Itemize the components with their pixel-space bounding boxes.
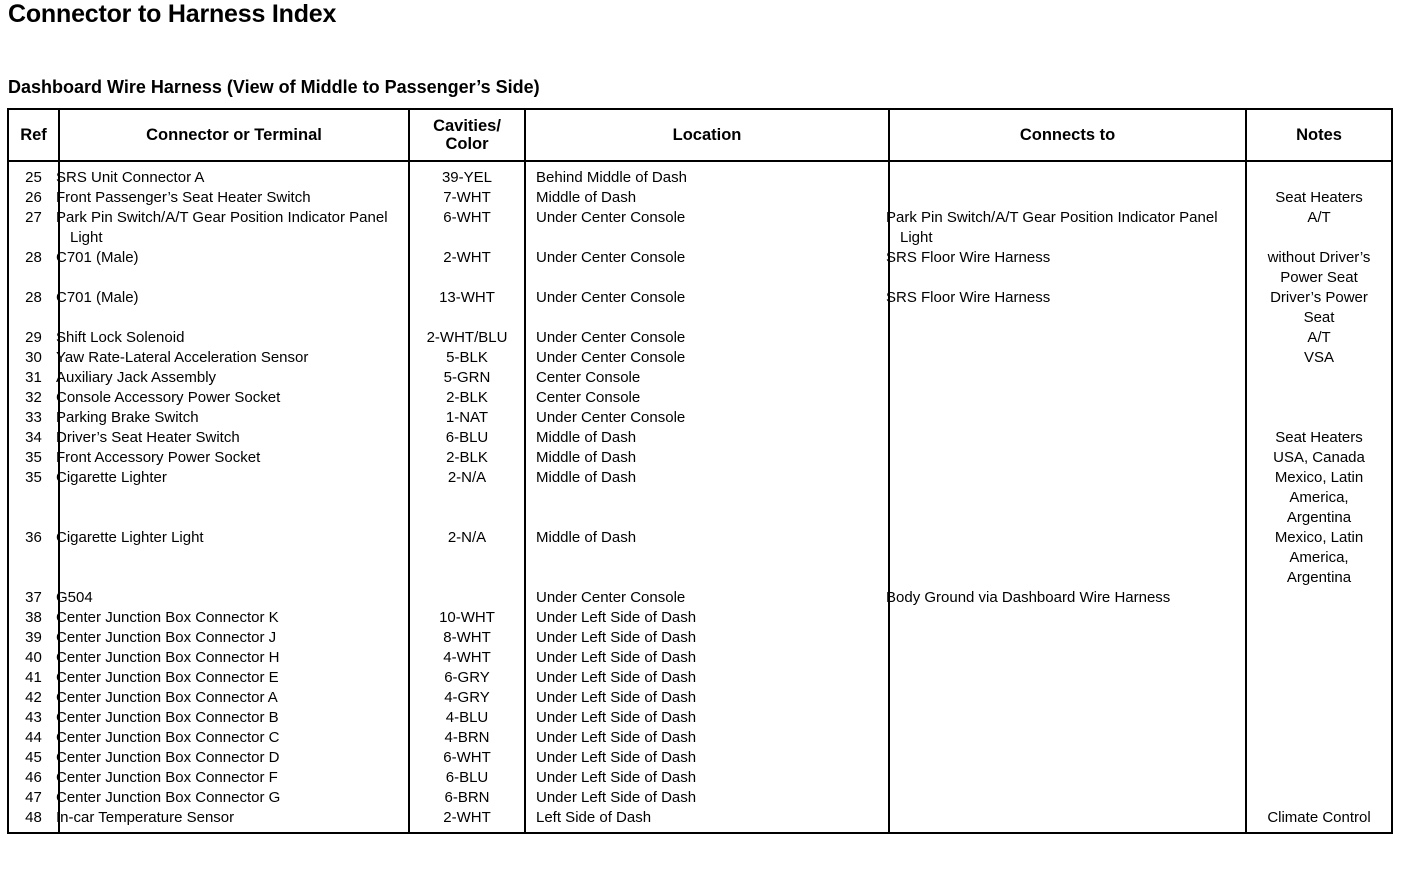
location-cell: Center Console	[525, 368, 889, 388]
cavities-cell: 4-WHT	[409, 648, 525, 668]
connector-cell: Parking Brake Switch	[59, 408, 409, 428]
notes-cell	[1246, 368, 1392, 388]
table-row	[8, 248, 1392, 288]
cavities-cell: 6-BLU	[409, 428, 525, 448]
connects-to-cell: Park Pin Switch/A/T Gear Position Indicator Panel Light	[889, 208, 1246, 248]
connector-index-table	[7, 108, 1393, 834]
connects-to-cell	[889, 448, 1246, 468]
cavities-cell: 4-BRN	[409, 728, 525, 748]
table-row	[8, 528, 1392, 588]
location-cell: Under Left Side of Dash	[525, 628, 889, 648]
table-row	[8, 448, 1392, 468]
cavities-cell: 13-WHT	[409, 288, 525, 328]
ref-cell: 41	[8, 668, 59, 688]
ref-cell: 45	[8, 748, 59, 768]
connects-to-cell	[889, 161, 1246, 188]
connector-cell: Center Junction Box Connector C	[59, 728, 409, 748]
cavities-cell: 39-YEL	[409, 161, 525, 188]
location-cell: Under Center Console	[525, 408, 889, 428]
connector-cell: Driver’s Seat Heater Switch	[59, 428, 409, 448]
ref-cell: 27	[8, 208, 59, 248]
connects-to-cell	[889, 728, 1246, 748]
notes-cell: VSA	[1246, 348, 1392, 368]
ref-cell: 25	[8, 161, 59, 188]
table-row	[8, 328, 1392, 348]
notes-cell	[1246, 668, 1392, 688]
notes-cell: without Driver’s Power Seat	[1246, 248, 1392, 288]
column-header-ref: Ref	[8, 109, 59, 161]
cavities-cell: 6-WHT	[409, 748, 525, 768]
ref-cell: 43	[8, 708, 59, 728]
table-row	[8, 708, 1392, 728]
location-cell: Under Left Side of Dash	[525, 748, 889, 768]
ref-cell: 37	[8, 588, 59, 608]
cavities-cell: 2-BLK	[409, 448, 525, 468]
notes-cell	[1246, 728, 1392, 748]
ref-cell: 38	[8, 608, 59, 628]
notes-cell	[1246, 688, 1392, 708]
cavities-cell: 2-WHT/BLU	[409, 328, 525, 348]
ref-cell: 29	[8, 328, 59, 348]
connects-to-cell	[889, 188, 1246, 208]
ref-cell: 33	[8, 408, 59, 428]
location-cell: Middle of Dash	[525, 448, 889, 468]
location-cell: Under Center Console	[525, 208, 889, 248]
connector-cell: Console Accessory Power Socket	[59, 388, 409, 408]
cavities-cell: 4-GRY	[409, 688, 525, 708]
connector-cell: Center Junction Box Connector E	[59, 668, 409, 688]
notes-cell	[1246, 161, 1392, 188]
connector-cell: Cigarette Lighter	[59, 468, 409, 528]
location-cell: Center Console	[525, 388, 889, 408]
connector-cell: C701 (Male)	[59, 248, 409, 288]
notes-cell	[1246, 608, 1392, 628]
location-cell: Under Left Side of Dash	[525, 688, 889, 708]
table-row	[8, 468, 1392, 528]
cavities-cell: 6-BRN	[409, 788, 525, 808]
notes-cell: A/T	[1246, 328, 1392, 348]
connector-cell: In-car Temperature Sensor	[59, 808, 409, 833]
table-row	[8, 388, 1392, 408]
cavities-cell: 2-BLK	[409, 388, 525, 408]
table-row	[8, 288, 1392, 328]
cavities-cell: 5-GRN	[409, 368, 525, 388]
location-cell: Under Center Console	[525, 348, 889, 368]
ref-cell: 40	[8, 648, 59, 668]
location-cell: Under Center Console	[525, 588, 889, 608]
notes-cell	[1246, 768, 1392, 788]
connects-to-cell	[889, 748, 1246, 768]
cavities-cell: 2-WHT	[409, 248, 525, 288]
table-row	[8, 728, 1392, 748]
ref-cell: 35	[8, 468, 59, 528]
ref-cell: 35	[8, 448, 59, 468]
connector-cell: Center Junction Box Connector B	[59, 708, 409, 728]
location-cell: Middle of Dash	[525, 468, 889, 528]
connector-cell: Center Junction Box Connector K	[59, 608, 409, 628]
table-row	[8, 648, 1392, 668]
cavities-cell: 1-NAT	[409, 408, 525, 428]
connector-cell: Center Junction Box Connector H	[59, 648, 409, 668]
connects-to-cell	[889, 768, 1246, 788]
connector-cell: Center Junction Box Connector F	[59, 768, 409, 788]
ref-cell: 42	[8, 688, 59, 708]
cavities-cell: 6-BLU	[409, 768, 525, 788]
column-header-notes: Notes	[1246, 109, 1392, 161]
connects-to-cell	[889, 608, 1246, 628]
connector-cell: Center Junction Box Connector A	[59, 688, 409, 708]
connects-to-cell	[889, 808, 1246, 833]
ref-cell: 36	[8, 528, 59, 588]
table-row	[8, 368, 1392, 388]
location-cell: Under Center Console	[525, 288, 889, 328]
table-row	[8, 428, 1392, 448]
table-row	[8, 161, 1392, 188]
table-row	[8, 768, 1392, 788]
location-cell: Under Left Side of Dash	[525, 668, 889, 688]
connects-to-cell	[889, 468, 1246, 528]
ref-cell: 26	[8, 188, 59, 208]
connects-to-cell: SRS Floor Wire Harness	[889, 288, 1246, 328]
connector-cell: Cigarette Lighter Light	[59, 528, 409, 588]
cavities-cell: 6-WHT	[409, 208, 525, 248]
notes-cell: Mexico, Latin America, Argentina	[1246, 528, 1392, 588]
location-cell: Under Left Side of Dash	[525, 648, 889, 668]
ref-cell: 46	[8, 768, 59, 788]
cavities-cell: 10-WHT	[409, 608, 525, 628]
table-row	[8, 668, 1392, 688]
ref-cell: 31	[8, 368, 59, 388]
ref-cell: 39	[8, 628, 59, 648]
table-row	[8, 608, 1392, 628]
connector-cell: Front Passenger’s Seat Heater Switch	[59, 188, 409, 208]
notes-cell	[1246, 408, 1392, 428]
connects-to-cell	[889, 788, 1246, 808]
notes-cell: USA, Canada	[1246, 448, 1392, 468]
notes-cell	[1246, 788, 1392, 808]
column-header-cavities: Cavities/ Color	[409, 109, 525, 161]
connects-to-cell	[889, 348, 1246, 368]
location-cell: Under Left Side of Dash	[525, 708, 889, 728]
connects-to-cell: Body Ground via Dashboard Wire Harness	[889, 588, 1246, 608]
notes-cell: Seat Heaters	[1246, 188, 1392, 208]
notes-cell	[1246, 748, 1392, 768]
ref-cell: 28	[8, 248, 59, 288]
ref-cell: 44	[8, 728, 59, 748]
ref-cell: 30	[8, 348, 59, 368]
connects-to-cell	[889, 388, 1246, 408]
connects-to-cell	[889, 688, 1246, 708]
cavities-cell	[409, 588, 525, 608]
notes-cell: Driver’s Power Seat	[1246, 288, 1392, 328]
ref-cell: 47	[8, 788, 59, 808]
notes-cell: Mexico, Latin America, Argentina	[1246, 468, 1392, 528]
notes-cell	[1246, 708, 1392, 728]
connects-to-cell	[889, 428, 1246, 448]
connects-to-cell	[889, 328, 1246, 348]
cavities-cell: 8-WHT	[409, 628, 525, 648]
cavities-cell: 5-BLK	[409, 348, 525, 368]
connects-to-cell	[889, 648, 1246, 668]
connector-cell: Auxiliary Jack Assembly	[59, 368, 409, 388]
connects-to-cell	[889, 668, 1246, 688]
column-header-location: Location	[525, 109, 889, 161]
connector-cell: Front Accessory Power Socket	[59, 448, 409, 468]
location-cell: Middle of Dash	[525, 188, 889, 208]
location-cell: Middle of Dash	[525, 428, 889, 448]
connects-to-cell	[889, 708, 1246, 728]
table-row	[8, 208, 1392, 248]
location-cell: Behind Middle of Dash	[525, 161, 889, 188]
notes-cell: Seat Heaters	[1246, 428, 1392, 448]
connector-cell: G504	[59, 588, 409, 608]
notes-cell: A/T	[1246, 208, 1392, 248]
column-header-connects-to: Connects to	[889, 109, 1246, 161]
section-title: Dashboard Wire Harness (View of Middle to Passenger’s Side)	[8, 77, 540, 97]
cavities-cell: 7-WHT	[409, 188, 525, 208]
location-cell: Under Center Console	[525, 248, 889, 288]
table-row	[8, 348, 1392, 368]
table-header	[8, 109, 1392, 161]
ref-cell: 48	[8, 808, 59, 833]
table-row	[8, 188, 1392, 208]
ref-cell: 34	[8, 428, 59, 448]
cavities-cell: 2-N/A	[409, 468, 525, 528]
table-row	[8, 808, 1392, 833]
connector-cell: Center Junction Box Connector D	[59, 748, 409, 768]
notes-cell	[1246, 648, 1392, 668]
connects-to-cell: SRS Floor Wire Harness	[889, 248, 1246, 288]
page-title: Connector to Harness Index	[8, 0, 337, 28]
notes-cell	[1246, 388, 1392, 408]
table-row	[8, 688, 1392, 708]
connector-cell: C701 (Male)	[59, 288, 409, 328]
table-row	[8, 408, 1392, 428]
column-header-connector: Connector or Terminal	[59, 109, 409, 161]
notes-cell	[1246, 628, 1392, 648]
location-cell: Middle of Dash	[525, 528, 889, 588]
connects-to-cell	[889, 528, 1246, 588]
table-row	[8, 628, 1392, 648]
connector-cell: Shift Lock Solenoid	[59, 328, 409, 348]
location-cell: Under Left Side of Dash	[525, 728, 889, 748]
table-row	[8, 748, 1392, 768]
notes-cell	[1246, 588, 1392, 608]
table-row	[8, 788, 1392, 808]
cavities-cell: 4-BLU	[409, 708, 525, 728]
connector-cell: Center Junction Box Connector J	[59, 628, 409, 648]
cavities-cell: 2-WHT	[409, 808, 525, 833]
connects-to-cell	[889, 628, 1246, 648]
table-body	[8, 161, 1392, 833]
connector-cell: Yaw Rate-Lateral Acceleration Sensor	[59, 348, 409, 368]
cavities-cell: 2-N/A	[409, 528, 525, 588]
connector-cell: Center Junction Box Connector G	[59, 788, 409, 808]
table-row	[8, 588, 1392, 608]
connects-to-cell	[889, 408, 1246, 428]
notes-cell: Climate Control	[1246, 808, 1392, 833]
ref-cell: 32	[8, 388, 59, 408]
location-cell: Under Left Side of Dash	[525, 788, 889, 808]
ref-cell: 28	[8, 288, 59, 328]
cavities-cell: 6-GRY	[409, 668, 525, 688]
location-cell: Under Center Console	[525, 328, 889, 348]
location-cell: Under Left Side of Dash	[525, 608, 889, 628]
connects-to-cell	[889, 368, 1246, 388]
location-cell: Under Left Side of Dash	[525, 768, 889, 788]
connector-cell: Park Pin Switch/A/T Gear Position Indicator Panel Light	[59, 208, 409, 248]
header-row	[8, 109, 1392, 161]
location-cell: Left Side of Dash	[525, 808, 889, 833]
connector-cell: SRS Unit Connector A	[59, 161, 409, 188]
